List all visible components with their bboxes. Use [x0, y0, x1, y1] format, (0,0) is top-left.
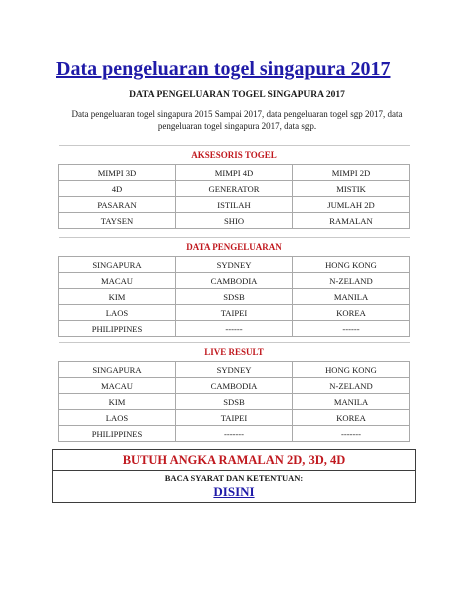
table-row: [59, 289, 410, 305]
table-cell-link[interactable]: ISTILAH: [176, 197, 293, 213]
live-result-table: [58, 342, 410, 442]
table-cell-link[interactable]: KOREA: [293, 410, 410, 426]
aksesoris-togel-table: [58, 145, 410, 229]
table-cell-link[interactable]: JUMLAH 2D: [293, 197, 410, 213]
table-cell-link[interactable]: SHIO: [176, 213, 293, 229]
table-heading: AKSESORIS TOGEL: [59, 146, 410, 165]
table-cell-text: ------: [293, 321, 410, 337]
table-cell-link[interactable]: MIMPI 4D: [176, 165, 293, 181]
table-row: [59, 426, 410, 442]
table-cell-link[interactable]: N-ZELAND: [293, 273, 410, 289]
table-cell-link[interactable]: PHILIPPINES: [59, 321, 176, 337]
table-cell-link[interactable]: PASARAN: [59, 197, 176, 213]
table-row: [59, 257, 410, 273]
table-cell-link[interactable]: CAMBODIA: [176, 273, 293, 289]
intro-paragraph: Data pengeluaran togel singapura 2015 Sampai 2017, data pengeluaran togel sgp 2017, data pengeluaran togel singapura 2017, data sgp.: [71, 109, 403, 131]
table-cell-link[interactable]: KIM: [59, 289, 176, 305]
table-row: [59, 213, 410, 229]
table-row: [59, 378, 410, 394]
disini-link[interactable]: DISINI: [213, 484, 255, 499]
table-row: [59, 305, 410, 321]
cta-note: BACA SYARAT DAN KETENTUAN:: [164, 473, 304, 483]
table-row: [59, 181, 410, 197]
table-cell-link[interactable]: MANILA: [293, 289, 410, 305]
cta-heading: BUTUH ANGKA RAMALAN 2D, 3D, 4D: [53, 450, 415, 471]
table-cell-link[interactable]: CAMBODIA: [176, 378, 293, 394]
table-row: [59, 394, 410, 410]
table-cell-link[interactable]: TAYSEN: [59, 213, 176, 229]
table-cell-link[interactable]: SYDNEY: [176, 257, 293, 273]
table-cell-link[interactable]: SYDNEY: [176, 362, 293, 378]
table-cell-link[interactable]: LAOS: [59, 305, 176, 321]
table-cell-link[interactable]: MACAU: [59, 378, 176, 394]
table-row: [59, 197, 410, 213]
table-cell-link[interactable]: KOREA: [293, 305, 410, 321]
table-cell-text: -------: [293, 426, 410, 442]
table-row: [59, 410, 410, 426]
page-title[interactable]: Data pengeluaran togel singapura 2017: [56, 58, 391, 80]
subtitle: DATA PENGELUARAN TOGEL SINGAPURA 2017: [129, 90, 345, 100]
table-cell-link[interactable]: LAOS: [59, 410, 176, 426]
table-cell-link[interactable]: MACAU: [59, 273, 176, 289]
table-row: [59, 273, 410, 289]
table-cell-link[interactable]: PHILIPPINES: [59, 426, 176, 442]
table-cell-link[interactable]: 4D: [59, 181, 176, 197]
table-cell-link[interactable]: KIM: [59, 394, 176, 410]
table-heading: LIVE RESULT: [59, 343, 410, 362]
table-cell-link[interactable]: HONG KONG: [293, 362, 410, 378]
table-cell-link[interactable]: MANILA: [293, 394, 410, 410]
table-cell-link[interactable]: SDSB: [176, 289, 293, 305]
table-row: [59, 362, 410, 378]
table-cell-link[interactable]: HONG KONG: [293, 257, 410, 273]
table-cell-link[interactable]: N-ZELAND: [293, 378, 410, 394]
table-cell-link[interactable]: SINGAPURA: [59, 257, 176, 273]
table-cell-link[interactable]: RAMALAN: [293, 213, 410, 229]
data-pengeluaran-table: [58, 237, 410, 337]
table-cell-link[interactable]: MIMPI 2D: [293, 165, 410, 181]
table-heading: DATA PENGELUARAN: [59, 238, 410, 257]
table-cell-link[interactable]: SDSB: [176, 394, 293, 410]
table-row: [59, 165, 410, 181]
ramalan-cta-box: [52, 449, 416, 503]
table-cell-link[interactable]: TAIPEI: [176, 305, 293, 321]
table-cell-text: -------: [176, 426, 293, 442]
table-cell-link[interactable]: MIMPI 3D: [59, 165, 176, 181]
table-cell-text: ------: [176, 321, 293, 337]
table-cell-link[interactable]: TAIPEI: [176, 410, 293, 426]
table-row: [59, 321, 410, 337]
table-cell-link[interactable]: MISTIK: [293, 181, 410, 197]
table-cell-link[interactable]: SINGAPURA: [59, 362, 176, 378]
table-cell-link[interactable]: GENERATOR: [176, 181, 293, 197]
